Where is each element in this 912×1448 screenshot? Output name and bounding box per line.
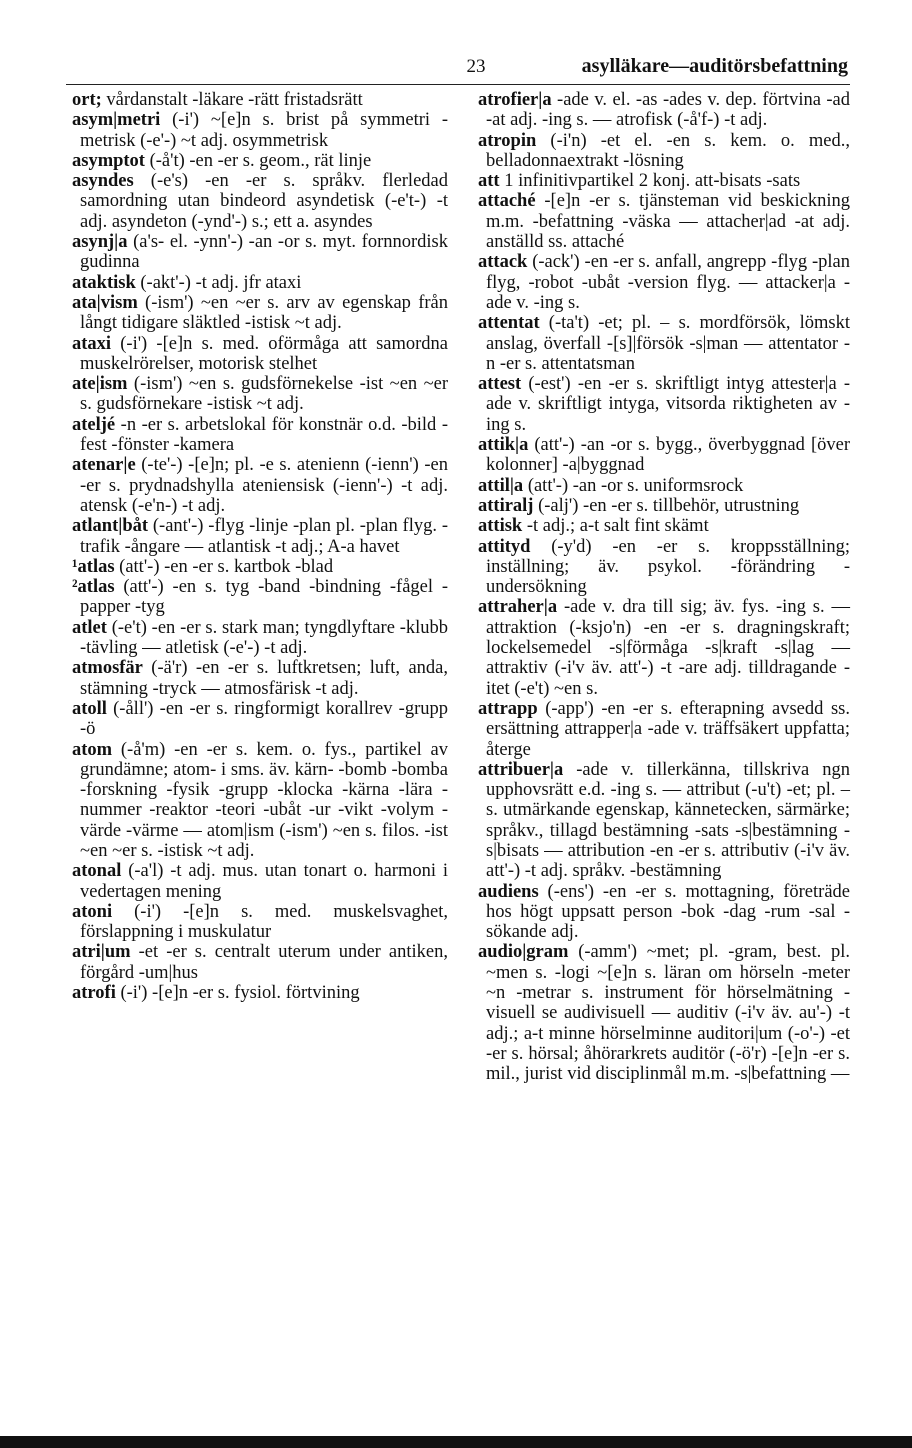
left-column [72,90,448,1003]
dictionary-entry: attest (-est') -en -er s. skriftligt intyg attester|a -ade v. skriftligt intyga, vitsorda riktigheten av -ing s. [478,374,850,435]
dictionary-entry: att 1 infinitivpartikel 2 konj. att-bisats -sats [478,171,801,192]
dictionary-entry: audiens (-ens') -en -er s. mottagning, företräde hos högt uppsatt person -bok -dag -rum -sal -sökande adj. [478,881,850,943]
running-head: asylläkare—auditörsbefattning [581,55,848,77]
dictionary-entry: ateljé -n -er s. arbetslokal för konstnär o.d. -bild -fest -fönster -kamera [72,414,448,456]
page-number: 23 [466,56,486,77]
scan-edge [0,1436,912,1448]
dictionary-entry: attrapp (-app') -en -er s. efterapning avsedd ss. ersättning attrapper|a -ade v. träffsäkert uppfatta; återge [478,698,850,760]
dictionary-entry: atmosfär (-ä'r) -en -er s. luftkretsen; luft, anda, stämning -tryck — atmosfärisk -t adj. [72,658,448,699]
dictionary-entry: attaché -[e]n -er s. tjänsteman vid beskickning m.m. -befattning -väska — attacher|ad -at adj. anställd ss. attaché [478,191,850,253]
dictionary-entry: atropin (-i'n) -et el. -en s. kem. o. med., belladonnaextrakt -lösning [478,130,850,171]
dictionary-entry: asynj|a (a's- el. -ynn'-) -an -or s. myt. fornnordisk gudinna [72,232,448,273]
dictionary-entry: audio|gram (-amm') ~met; pl. -gram, best. pl. ~men s. -logi ~[e]n s. läran om hörseln -meter ~n -metrar s. instrument för hörselmätning -visuell se audivisuell — auditiv (-i'v äv. au'-) -t adj.; a-t minne hörselminne auditori|um (-o'-) -et -er s. hörsal; åhörarkrets auditör (-ö'r) -[e]n -er s. mil., jurist vid disciplinmål m.m. -s|befattning — [478,942,850,1085]
dictionary-entry: attityd (-y'd) -en -er s. kroppsställning; inställning; äv. psykol. -förändring -undersökning [478,536,850,598]
dictionary-entry: atlet (-e't) -en -er s. stark man; tyngdlyftare -klubb -tävling — atletisk (-e'-) -t adj. [72,617,448,659]
dictionary-entry: asym|metri (-i') ~[e]n s. brist på symmetri -metrisk (-e'-) ~t adj. osymmetrisk [72,110,448,151]
dictionary-entry: attiralj (-alj') -en -er s. tillbehör, utrustning [478,495,800,516]
dictionary-entry: attack (-ack') -en -er s. anfall, angrepp -flyg -plan flyg, -robot -ubåt -version flyg. — attacker|a -ade v. -ing s. [478,252,850,313]
dictionary-entry: atom (-å'm) -en -er s. kem. o. fys., partikel av grundämne; atom- i sms. äv. kärn- -bomb -bomba -forskning -fysik -grupp -klocka -kärna -lära -nummer -reaktor -teori -ubåt -ur -vikt -volym -värde -värme — atom|ism (-ism') ~en s. filos. -ist ~en ~er s. -istisk ~t adj. [72,739,448,861]
dictionary-entry: atrofi (-i') -[e]n -er s. fysiol. förtvining [72,983,360,1004]
right-column [478,90,850,1085]
dictionary-entry: atrofier|a -ade v. el. -as -ades v. dep. förtvina -ad -at adj. -ing s. — atrofisk (-å'f-) -t adj. [478,90,850,131]
page-header [66,52,850,85]
dictionary-entry: atenar|e (-te'-) -[e]n; pl. -e s. atenienn (-ienn') -en -er s. prydnadshylla ateniensisk (-ienn'-) -t adj. atensk (-e'n-) -t adj. [72,455,448,516]
dictionary-entry: atonal (-a'l) -t adj. mus. utan tonart o. harmoni i vedertagen mening [72,861,448,902]
dictionary-entry: attik|a (att'-) -an -or s. bygg., överbyggnad [över kolonner] -a|byggnad [478,435,850,476]
dictionary-entry: attribuer|a -ade v. tillerkänna, tillskriva ngn upphovsrätt e.d. -ing s. — attribut (-u't) -et; pl. – s. utmärkande egenskap, kännetecken, särmärke; språkv., tillagd bestämning -sats -s|bestämning -s|bisats — attribution -en -er s. attributiv (-i'v äv. att'-) -t adj. språkv. -bestämning [478,759,850,882]
dictionary-entry: asymptot (-å't) -en -er s. geom., rät linje [72,150,372,171]
dictionary-entry: ataktisk (-akt'-) -t adj. jfr ataxi [72,272,302,293]
dictionary-entry: attisk -t adj.; a-t salt fint skämt [478,516,709,537]
dictionary-entry: attentat (-ta't) -et; pl. – s. mordförsök, lömskt anslag, överfall -[s]|försök -s|man — attentator -n -er s. attentatsman [478,313,850,374]
dictionary-entry: atoll (-åll') -en -er s. ringformigt korallrev -grupp -ö [72,698,448,740]
dictionary-entry: ata|vism (-ism') ~en ~er s. arv av egenskap från långt tidigare släktled -istisk ~t adj. [72,292,448,334]
dictionary-entry: ¹atlas (att'-) -en -er s. kartbok -blad [72,556,334,577]
dictionary-entry: ataxi (-i') -[e]n s. med. oförmåga att samordna muskelrörelser, motorisk stelhet [72,333,448,374]
dictionary-entry: attraher|a -ade v. dra till sig; äv. fys. -ing s. — attraktion (-ksjo'n) -en -er s. dragningskraft; lockelsemedel -s|förmåga -s|kraft -s|lag — attraktiv (-i'v äv. att'-) -t -are adj. tilldragande -itet (-e't) ~en s. [478,597,850,699]
dictionary-entry: atlant|båt (-ant'-) -flyg -linje -plan pl. -plan flyg. -trafik -ångare — atlantisk -t adj.; A-a havet [72,516,448,557]
dictionary-entry: atri|um -et -er s. centralt uterum under antiken, förgård -um|hus [72,942,448,983]
dictionary-entry: asyndes (-e's) -en -er s. språkv. flerledad samordning utan bindeord asyndetisk (-e't-) -t adj. asyndeton (-ynd'-) s.; ett a. asyndes [72,171,448,232]
dictionary-entry: attil|a (att'-) -an -or s. uniformsrock [478,475,744,496]
dictionary-entry: ort; vårdanstalt -läkare -rätt fristadsrätt [72,90,363,110]
dictionary-entry: ²atlas (att'-) -en s. tyg -band -bindning -fågel -papper -tyg [72,577,448,618]
dictionary-entry: ate|ism (-ism') ~en s. gudsförnekelse -ist ~en ~er s. gudsförnekare -istisk ~t adj. [72,374,448,415]
dictionary-entry: atoni (-i') -[e]n s. med. muskelsvaghet, förslappning i muskulatur [72,901,448,943]
